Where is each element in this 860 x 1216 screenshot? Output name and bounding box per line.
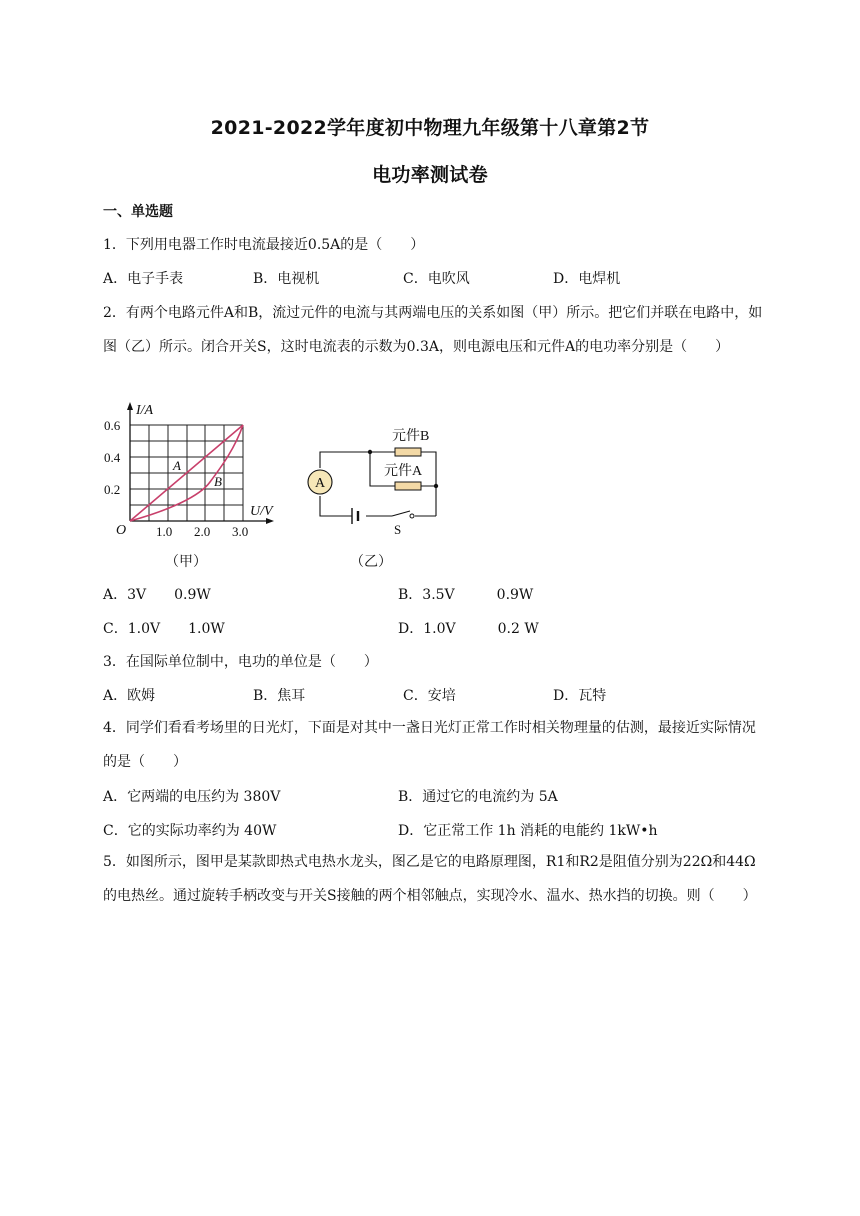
y-tick-0.4: 0.4	[104, 450, 121, 465]
q4-option-c[interactable]: C．它的实际功率约为 40W	[103, 823, 277, 839]
switch-blade	[392, 511, 410, 516]
y-axis-arrow	[127, 402, 133, 410]
section-heading: 一、单选题	[103, 204, 173, 220]
x-tick-3.0: 3.0	[232, 524, 249, 539]
q3-option-b[interactable]: B．焦耳	[253, 688, 306, 704]
y-axis-label: I/A	[136, 403, 154, 418]
q1-option-b[interactable]: B．电视机	[253, 271, 320, 287]
element-b-label: 元件B	[392, 429, 430, 444]
x-tick-1.0: 1.0	[156, 524, 173, 539]
q4-option-b[interactable]: B．通过它的电流约为 5A	[398, 789, 558, 805]
switch-label: S	[394, 522, 402, 537]
exam-title-line1: 2021-2022学年度初中物理九年级第十八章第2节	[210, 117, 650, 139]
y-tick-0.2: 0.2	[104, 482, 121, 497]
x-axis-label: U/V	[250, 504, 273, 519]
q4-option-d[interactable]: D．它正常工作 1h 消耗的电能约 1kW•h	[398, 823, 658, 839]
junction-right	[434, 484, 438, 488]
wire-bottom-left	[320, 496, 352, 516]
exam-title-line2: 电功率测试卷	[372, 164, 488, 186]
q2-option-b[interactable]: B．3.5V 0.9W	[398, 587, 534, 603]
question-4-stem: 4．同学们看看考场里的日光灯，下面是对其中一盏日光灯正常工作时相关物理量的估测，最接近实际情况的是（ ）	[103, 720, 756, 770]
x-tick-2.0: 2.0	[194, 524, 211, 539]
question-3-stem: 3．在国际单位制中，电功的单位是（ ）	[103, 654, 378, 670]
curve-a-label: A	[173, 458, 181, 473]
question-1-stem: 1．下列用电器工作时电流最接近0.5A的是（ ）	[103, 237, 425, 253]
element-b-resistor	[395, 448, 421, 456]
junction-left	[368, 450, 372, 454]
q2-option-d[interactable]: D．1.0V 0.2 W	[398, 621, 539, 637]
ammeter-label: A	[315, 476, 326, 491]
origin-label: O	[116, 523, 127, 538]
figure-jia-graph	[100, 400, 290, 540]
q2-option-a[interactable]: A．3V 0.9W	[103, 587, 211, 603]
q3-option-c[interactable]: C．安培	[403, 688, 456, 704]
q4-option-a[interactable]: A．它两端的电压约为 380V	[103, 789, 281, 805]
q1-option-c[interactable]: C．电吹风	[403, 271, 470, 287]
q2-option-c[interactable]: C．1.0V 1.0W	[103, 621, 225, 637]
q1-option-d[interactable]: D．电焊机	[553, 271, 621, 287]
question-5-stem: 5．如图所示，图甲是某款即热式电热水龙头，图乙是它的电路原理图，R1和R2是阻值分别为22Ω和44Ω的电热丝。通过旋转手柄改变与开关S接触的两个相邻触点，实现冷水、温水、热水挡的切换。则（ ）	[103, 854, 757, 904]
figure-yi-caption: （乙）	[350, 554, 392, 570]
element-a-resistor	[395, 482, 421, 490]
q1-option-a[interactable]: A．电子手表	[103, 271, 184, 287]
question-2-stem: 2．有两个电路元件A和B，流过元件的电流与其两端电压的关系如图（甲）所示。把它们并联在电路中，如图（乙）所示。闭合开关S，这时电流表的示数为0.3A，则电源电压和元件A的电功率分别是（ ）	[103, 305, 763, 355]
figure-yi-circuit	[300, 400, 440, 537]
element-a-label: 元件A	[384, 464, 423, 479]
figure-jia-caption: （甲）	[165, 554, 207, 570]
curve-b-label: B	[214, 474, 222, 489]
switch-contact	[410, 514, 414, 518]
q3-option-d[interactable]: D．瓦特	[553, 688, 607, 704]
q3-option-a[interactable]: A．欧姆	[103, 688, 156, 704]
y-tick-0.6: 0.6	[104, 418, 121, 433]
